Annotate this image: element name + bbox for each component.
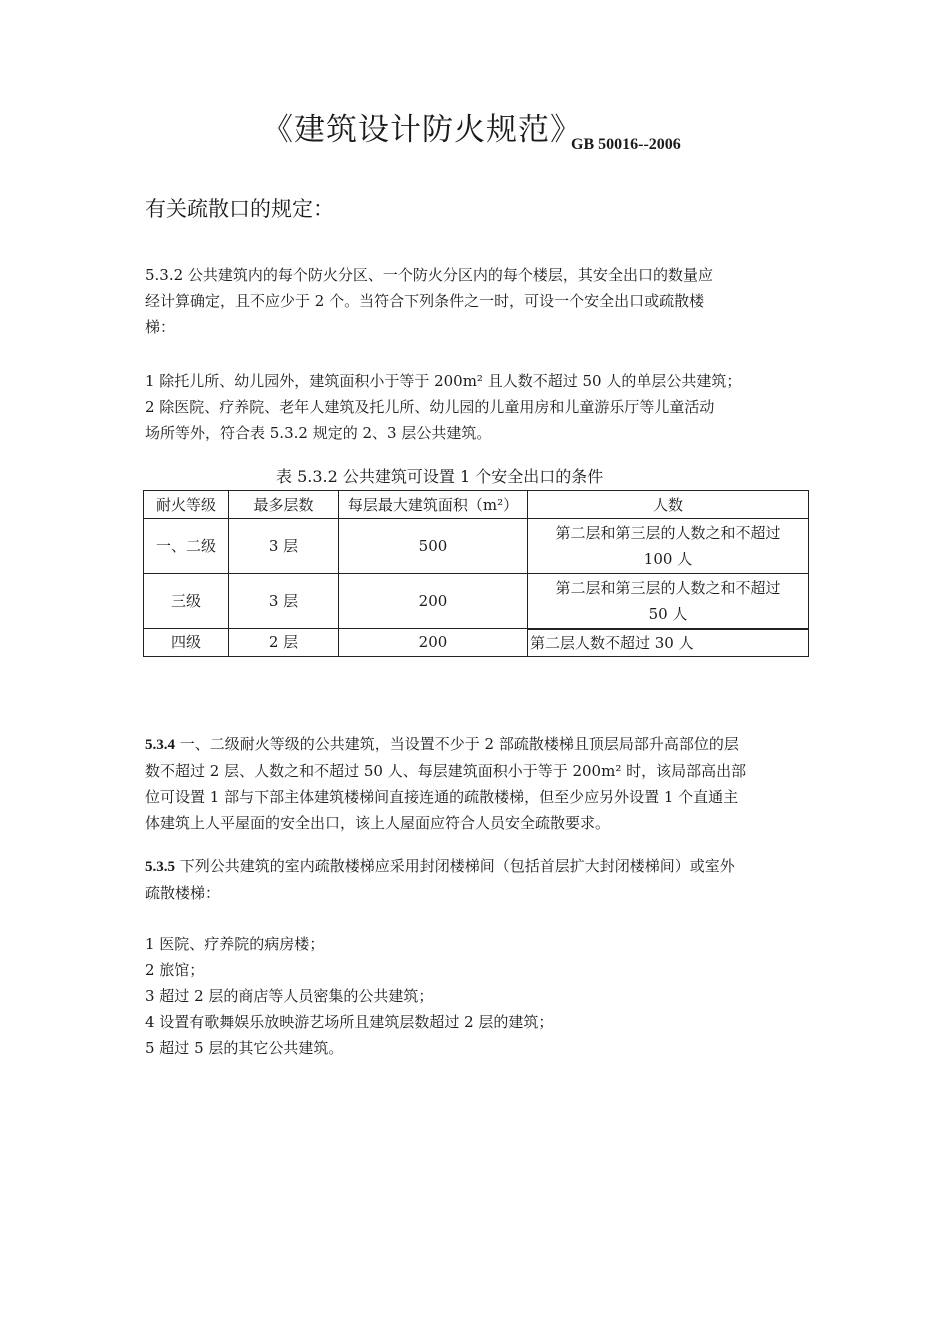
clause-number: 5.3.4 <box>145 737 175 753</box>
cell-people-line: 50 人 <box>648 604 688 623</box>
table-row <box>144 519 809 574</box>
cell-people: 第二层人数不超过 30 人 <box>528 629 809 657</box>
header-cell: 人数 <box>528 491 809 519</box>
clause-line: 梯： <box>145 318 176 336</box>
standard-code: GB 50016--2006 <box>571 136 681 153</box>
cell-people-line: 第二层和第三层的人数之和不超过 <box>555 578 781 597</box>
header-cell: 每层最大建筑面积（m²） <box>339 491 528 519</box>
list-item: 5 超过 5 层的其它公共建筑。 <box>145 1039 344 1057</box>
cell-area: 200 <box>339 574 528 629</box>
section-heading: 有关疏散口的规定： <box>145 197 334 221</box>
condition-line: 场所等外，符合表 5.3.2 规定的 2、3 层公共建筑。 <box>145 424 492 442</box>
clause-line <box>145 853 807 880</box>
list-item: 2 旅馆； <box>145 961 205 979</box>
clause-line: 位可设置 1 部与下部主体建筑楼梯间直接连通的疏散楼梯，但至少应另外设置 1 个直通主 <box>145 788 739 806</box>
table-row <box>144 574 809 629</box>
cell-floors: 2 层 <box>229 629 339 657</box>
clause-number: 5.3.5 <box>145 859 175 875</box>
clause-text: 下列公共建筑的室内疏散楼梯应采用封闭楼梯间（包括首层扩大封闭楼梯间）或室外 <box>175 857 735 875</box>
cell-area: 200 <box>339 629 528 657</box>
clause-5-3-5-list <box>145 931 553 1061</box>
cell-people-line: 第二层和第三层的人数之和不超过 <box>555 524 781 542</box>
clause-line: 数不超过 2 层、人数之和不超过 50 人、每层建筑面积小于等于 200m² 时，该局部高出部 <box>145 762 747 780</box>
clause-line: 5.3.2 公共建筑内的每个防火分区、一个防火分区内的每个楼层，其安全出口的数量应 <box>145 266 713 284</box>
header-cell: 最多层数 <box>229 491 339 519</box>
document-title: 《建筑设计防火规范》 <box>262 112 582 148</box>
table-row <box>144 629 809 657</box>
clause-5-3-5 <box>145 853 807 906</box>
clause-text: 一、二级耐火等级的公共建筑，当设置不少于 2 部疏散楼梯且顶层局部升高部位的层 <box>175 735 739 753</box>
exit-conditions-table <box>143 490 809 657</box>
header-cell: 耐火等级 <box>144 491 229 519</box>
condition-line: 1 除托儿所、幼儿园外，建筑面积小于等于 200m² 且人数不超过 50 人的单层公共建筑； <box>145 372 742 390</box>
table-caption: 表 5.3.2 公共建筑可设置 1 个安全出口的条件 <box>276 467 604 486</box>
clause-5-3-2-conditions <box>145 368 807 446</box>
clause-5-3-4 <box>145 731 807 836</box>
cell-people <box>528 574 809 629</box>
cell-people <box>528 519 809 574</box>
condition-line: 2 除医院、疗养院、老年人建筑及托儿所、幼儿园的儿童用房和儿童游乐厅等儿童活动 <box>145 398 715 416</box>
cell-floors: 3 层 <box>229 519 339 574</box>
cell-grade: 四级 <box>144 629 229 657</box>
cell-people-line: 100 人 <box>643 550 693 568</box>
clause-line <box>145 731 807 758</box>
cell-grade: 三级 <box>144 574 229 629</box>
clause-line: 疏散楼梯： <box>145 884 221 902</box>
list-item: 3 超过 2 层的商店等人员密集的公共建筑； <box>145 987 434 1005</box>
clause-line: 体建筑上人平屋面的安全出口，该上人屋面应符合人员安全疏散要求。 <box>145 814 611 832</box>
list-item: 4 设置有歌舞娱乐放映游艺场所且建筑层数超过 2 层的建筑； <box>145 1013 554 1031</box>
cell-grade: 一、二级 <box>144 519 229 574</box>
table-header-row <box>144 491 809 519</box>
clause-5-3-2 <box>145 262 807 340</box>
clause-line: 经计算确定，且不应少于 2 个。当符合下列条件之一时，可设一个安全出口或疏散楼 <box>145 292 705 310</box>
cell-floors: 3 层 <box>229 574 339 629</box>
cell-area: 500 <box>339 519 528 574</box>
list-item: 1 医院、疗养院的病房楼； <box>145 935 325 953</box>
